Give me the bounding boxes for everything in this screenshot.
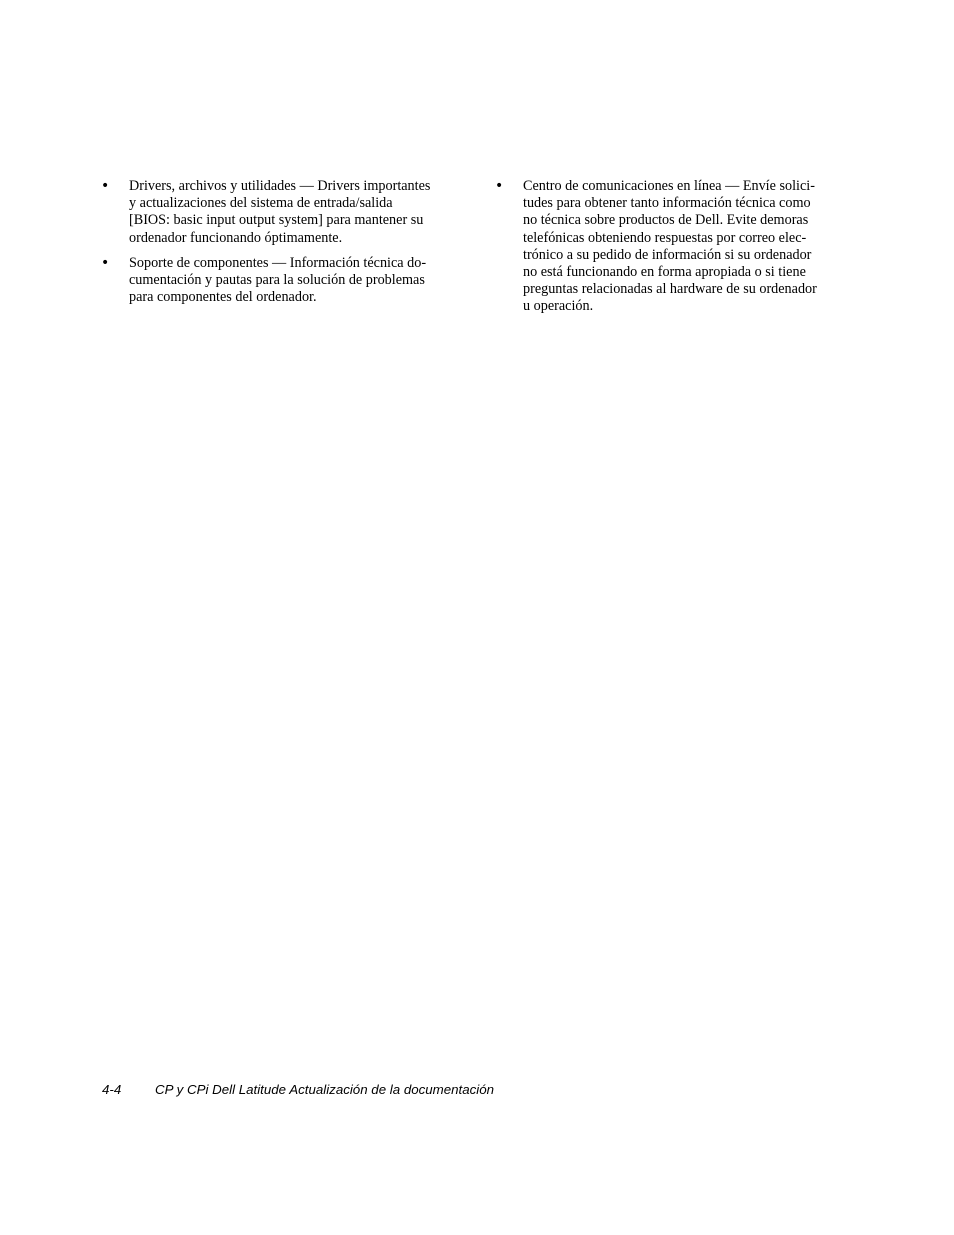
bullet-icon: • (101, 254, 110, 271)
bullet-item-communications-center (495, 178, 855, 316)
page-footer (102, 1081, 494, 1099)
bullet-text-component-support: Soporte de componentes — Información técnica do- cumentación y pautas para la solución de problemas para componentes del ordenador. (129, 254, 427, 306)
left-column-bullet-list (101, 178, 461, 314)
bullet-item-component-support (101, 255, 461, 307)
document-title: CP y CPi Dell Latitude Actualización de la documentación (155, 1082, 495, 1097)
bullet-text-drivers: Drivers, archivos y utilidades — Drivers importantes y actualizaciones del sistema de entrada/salida [BIOS: basic input output system] para mantener su ordenador funcionando óptimamente. (129, 178, 431, 246)
page-number: 4-4 (102, 1082, 122, 1097)
right-column-bullet-list (495, 178, 855, 324)
bullet-item-drivers (101, 178, 461, 247)
bullet-icon: • (101, 178, 110, 194)
bullet-text-communications-center: Centro de comunicaciones en línea — Envíe solici- tudes para obtener tanto información técnica como no técnica sobre productos de Dell. Evite demoras telefónicas obteniendo respuestas por correo elec- trónico a su pedido de información si su ordenador no está funcionando en forma apropiada o si tiene preguntas relacionadas al hardware de su ordenador u operación. (523, 178, 817, 315)
bullet-icon: • (495, 178, 504, 194)
